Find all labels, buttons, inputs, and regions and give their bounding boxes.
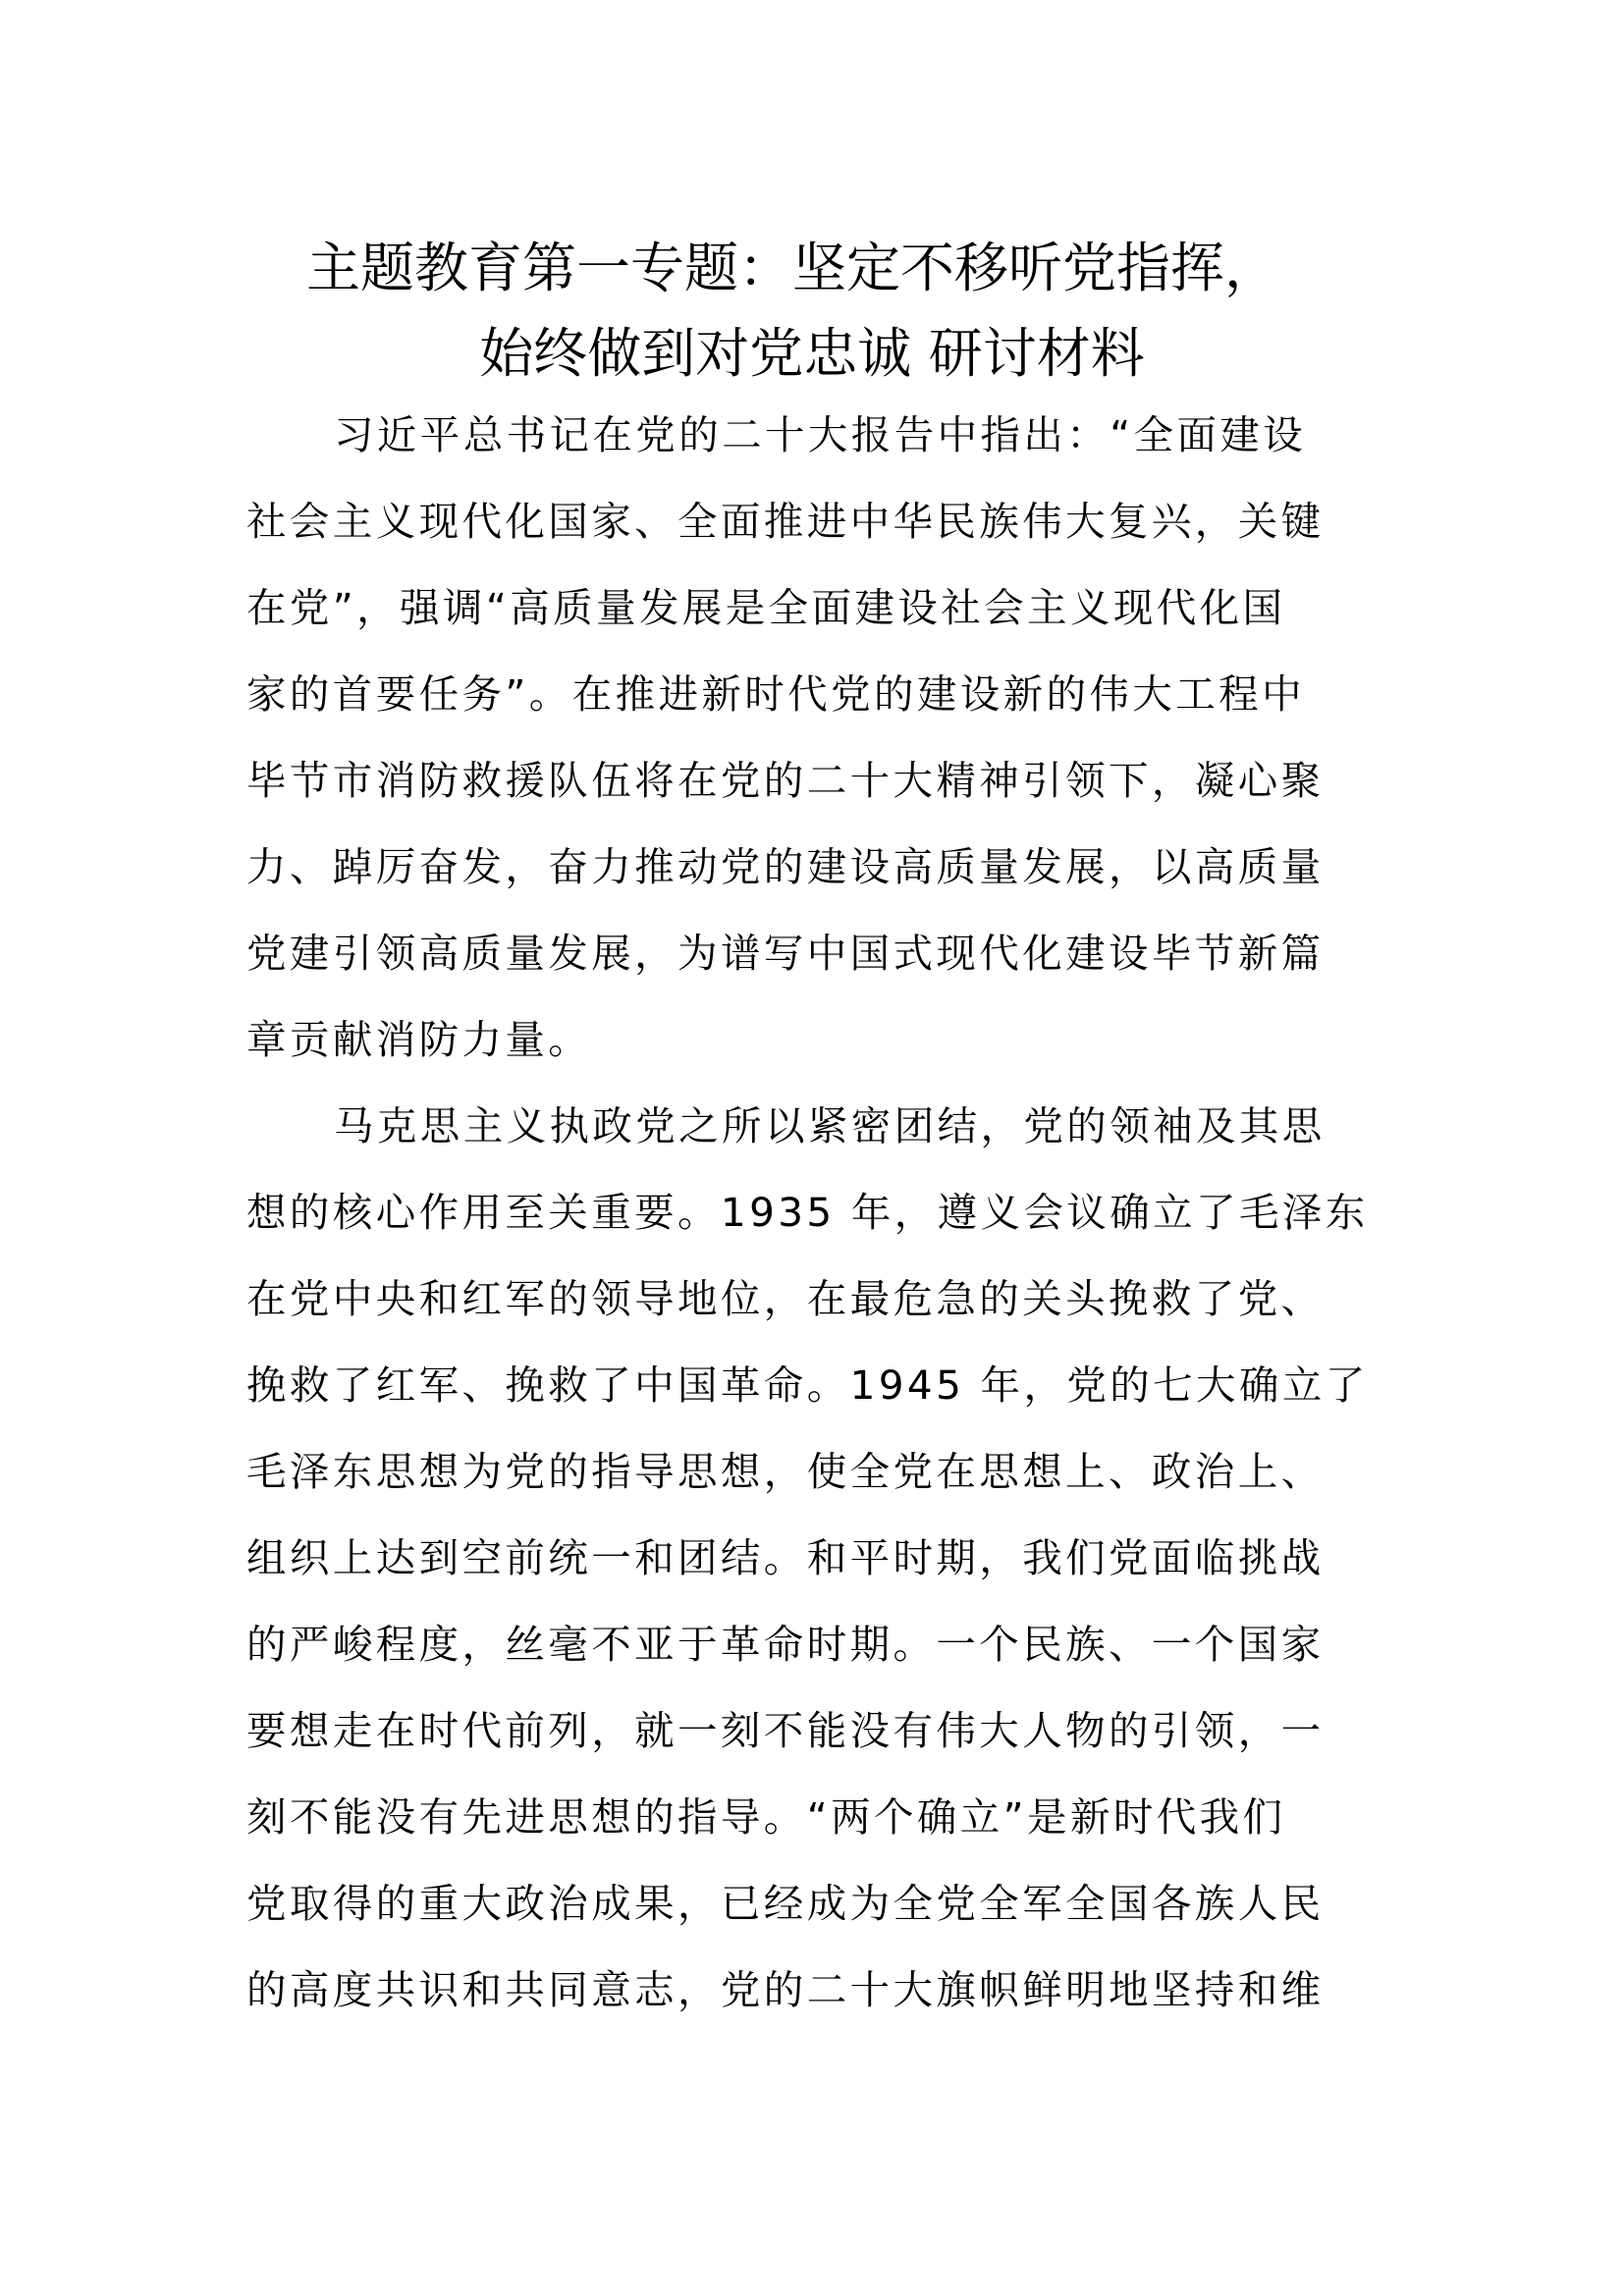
paragraph-1 [246, 392, 1385, 1083]
paragraph-line: 刻不能没有先进思想的指导。“两个确立”是新时代我们 [246, 1793, 1286, 1841]
paragraph-line: 社会主义现代化国家、全面推进中华民族伟大复兴，关键 [246, 498, 1325, 545]
paragraph-line: 力、踔厉奋发，奋力推动党的建设高质量发展，以高质量 [246, 843, 1325, 890]
document-title [0, 226, 1624, 397]
paragraph-line: 章贡献消防力量。 [246, 1016, 592, 1063]
paragraph-line: 马克思主义执政党之所以紧密团结，党的领袖及其思 [334, 1102, 1326, 1149]
paragraph-line: 在党”，强调“高质量发展是全面建设社会主义现代化国 [246, 584, 1286, 631]
paragraph-line: 的严峻程度，丝毫不亚于革命时期。一个民族、一个国家 [246, 1621, 1325, 1668]
paragraph-line: 毕节市消防救援队伍将在党的二十大精神引领下，凝心聚 [246, 757, 1325, 804]
paragraph-line: 组织上达到空前统一和团结。和平时期，我们党面临挑战 [246, 1534, 1325, 1581]
title-line-1: 主题教育第一专题：坚定不移听党指挥， [305, 237, 1278, 299]
document-body [246, 392, 1385, 2033]
paragraph-line: 党建引领高质量发展，为谱写中国式现代化建设毕节新篇 [246, 930, 1325, 977]
paragraph-line: 党取得的重大政治成果，已经成为全党全军全国各族人民 [246, 1880, 1325, 1927]
paragraph-line: 毛泽东思想为党的指导思想，使全党在思想上、政治上、 [246, 1448, 1325, 1495]
paragraph-line: 习近平总书记在党的二十大报告中指出：“全面建设 [334, 411, 1307, 458]
paragraph-2 [246, 1083, 1385, 2033]
paragraph-line: 在党中央和红军的领导地位，在最危急的关头挽救了党、 [246, 1275, 1325, 1322]
paragraph-line: 想的核心作用至关重要。1935 年，遵义会议确立了毛泽东 [246, 1189, 1369, 1236]
paragraph-line: 的高度共识和共同意志，党的二十大旗帜鲜明地坚持和维 [246, 1966, 1325, 2013]
title-line-2: 始终做到对党忠诚 研讨材料 [479, 322, 1145, 385]
paragraph-line: 挽救了红军、挽救了中国革命。1945 年，党的七大确立了 [246, 1362, 1369, 1409]
paragraph-line: 要想走在时代前列，就一刻不能没有伟大人物的引领，一 [246, 1707, 1325, 1754]
paragraph-line: 家的首要任务”。在推进新时代党的建设新的伟大工程中 [246, 670, 1305, 718]
